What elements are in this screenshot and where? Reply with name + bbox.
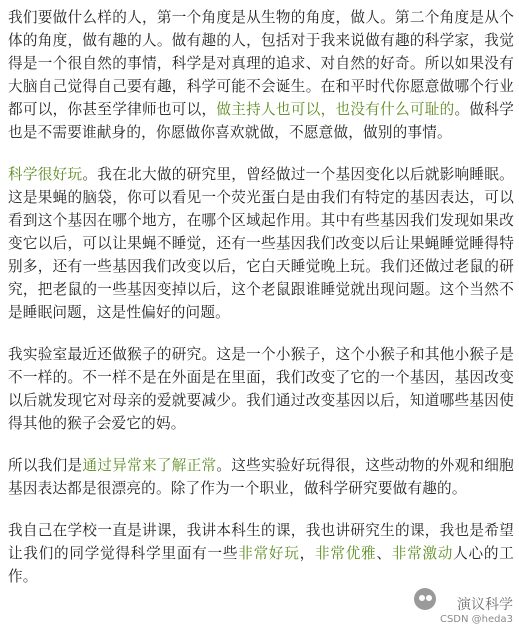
- text-span: 我自己在学校一直是讲课，我讲本科生的课，我也讲研究生的课，我也是希望让我们的同学觉得科学里面有一些: [8, 522, 514, 562]
- highlight-span: 做主持人也可以，也没有什么可耻的: [216, 101, 455, 118]
- watermark-sub: CSDN @heda3: [439, 614, 513, 625]
- paragraph-5: [8, 519, 514, 588]
- highlight-span: 科学很好玩: [8, 166, 83, 183]
- highlight-span: 非常好玩: [238, 545, 300, 562]
- paragraph-3: [8, 343, 514, 435]
- text-span: 。这些实验好玩得很，这些动物的外观和细胞基因表达都是很漂亮的。除了作为一个职业，做科学研究要做有趣的。: [8, 457, 514, 497]
- article-body: [8, 6, 514, 588]
- text-span: 人心的工作。: [8, 545, 515, 585]
- highlight-span: 非常优雅: [315, 545, 377, 562]
- text-span: 。我在北大做的研究里，曾经做过一个基因变化以后就影响睡眠。这是果蝇的脑袋，你可以看见一个荧光蛋白是由我们有特定的基因表达，可以看到这个基因在哪个地方，在哪个区域起作用。其中有些基因我们发现如果改变它以后，可以让果蝇不睡觉，还有一些基因我们改变以后让果蝇睡觉睡得特别多，还有一些基因我们改变以后，它白天睡觉晚上玩。我们还做过老鼠的研究，把老鼠的一些基因变掉以后，这个老鼠跟谁睡觉就出现问题。这个当然不是睡眠问题，这是性偏好的问题。: [8, 166, 514, 321]
- wechat-icon: [414, 588, 436, 610]
- text-span: 我实验室最近还做猴子的研究。这是一个小猴子，这个小猴子和其他小猴子是不一样的。不一样不是在外面是在里面，我们改变了它的一个基因，基因改变以后就发现它对母亲的爱就要减少。我们通过改变基因以后，知道哪些基因使得其他的猴子会爱它的妈。: [8, 346, 514, 432]
- paragraph-1: [8, 6, 514, 144]
- text-span: 我们要做什么样的人，第一个角度是从生物的角度，做人。第二个角度是从个体的角度，做有趣的人。做有趣的人，包括对于我来说做有趣的科学家，我觉得是一个很自然的事情，科学是对真理的追求、对自然的好奇。所以如果没有大脑自己觉得自己要有趣，科学可能不会诞生。在和平时代你愿意做哪个行业都可以，你甚至学律师也可以，: [8, 9, 514, 118]
- highlight-span: 通过异常来了解正常: [82, 457, 217, 474]
- watermark: [414, 588, 513, 626]
- paragraph-4: [8, 454, 514, 500]
- watermark-text: [440, 597, 513, 626]
- watermark-title: 演议科学: [457, 597, 513, 613]
- text-span: 。做科学也是不需要谁献身的，你愿做你喜欢就做，不愿意做，做别的事情。: [8, 101, 514, 141]
- paragraph-2: [8, 163, 514, 324]
- highlight-span: 非常激动: [391, 545, 454, 562]
- text-span: 所以我们是: [8, 457, 83, 474]
- text-span: ，: [299, 545, 315, 562]
- text-span: 、: [376, 545, 392, 562]
